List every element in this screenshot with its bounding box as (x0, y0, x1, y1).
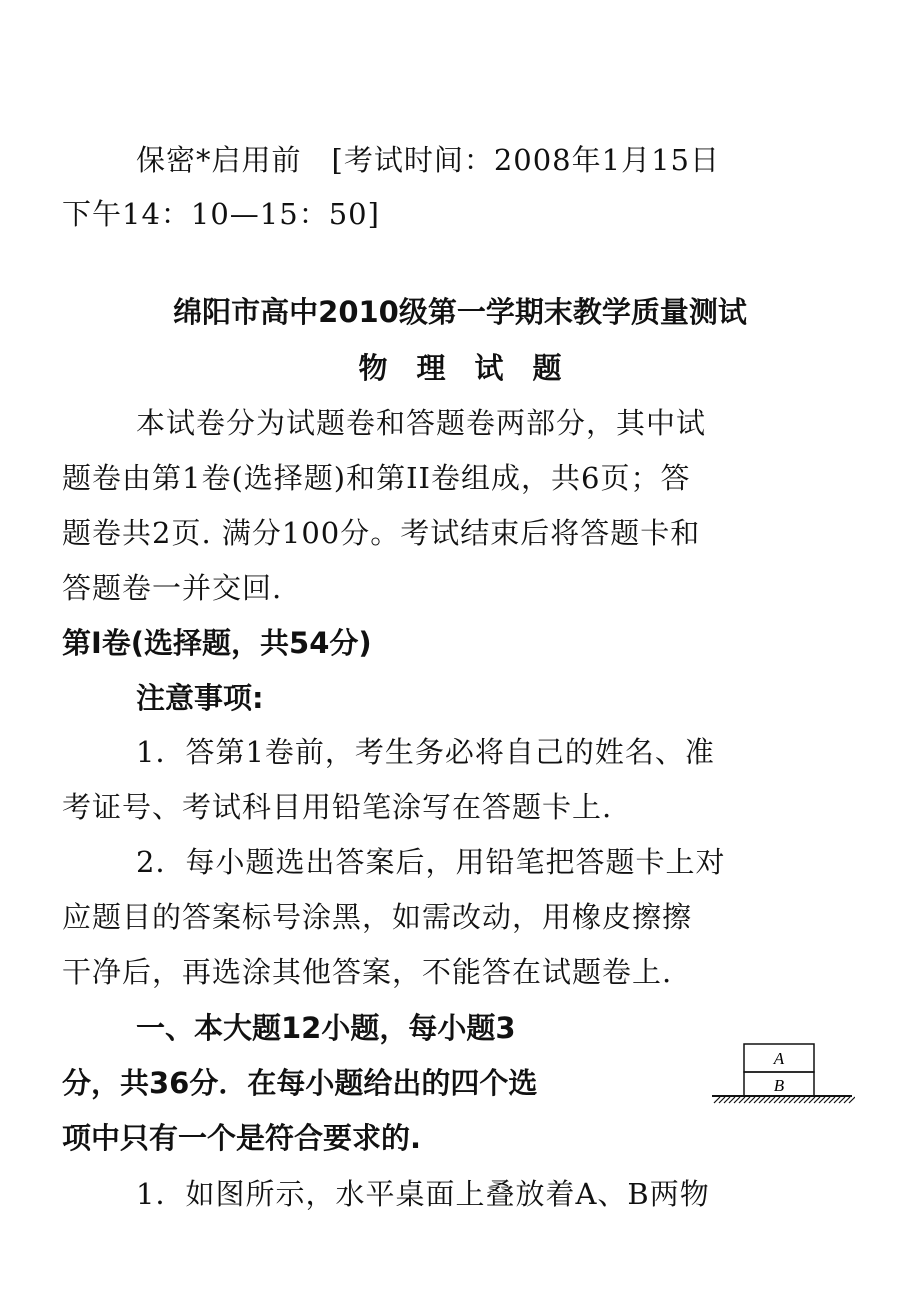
intro-line: 题卷由第1卷(选择题)和第II卷组成，共6页；答 (62, 461, 691, 495)
intro-line: 本试卷分为试题卷和答题卷两部分，其中试 (136, 406, 707, 440)
notice-title: 注意事项: (136, 681, 264, 715)
intro-line: 答题卷一并交回. (62, 571, 283, 605)
part-heading-line: 分，共36分．在每小题给出的四个选 (62, 1066, 538, 1100)
block-a-label: A (773, 1049, 785, 1068)
subject-title: 物 理 试 题 (358, 351, 562, 385)
block-b-label: B (773, 1076, 785, 1095)
notice-item: 考证号、考试科目用铅笔涂写在答题卡上. (62, 790, 613, 824)
exam-title: 绵阳市高中2010级第一学期末教学质量测试 (173, 295, 747, 329)
part-heading-line: 一、本大题12小题，每小题3 (136, 1011, 516, 1045)
intro-line: 题卷共2页. 满分100分。考试结束后将答题卡和 (62, 516, 701, 550)
section-heading: 第I卷(选择题，共54分) (62, 626, 372, 660)
notice-item: 2．每小题选出答案后，用铅笔把答题卡上对 (136, 845, 726, 879)
notice-item: 1．答第1卷前，考生务必将自己的姓名、准 (136, 735, 715, 769)
stacked-blocks-figure (710, 1040, 855, 1110)
notice-item: 应题目的答案标号涂黑，如需改动，用橡皮擦擦 (62, 900, 693, 934)
notice-item: 干净后，再选涂其他答案，不能答在试题卷上. (62, 955, 673, 989)
confidential-header-line1: 保密*启用前 [考试时间：2008年1月15日 (136, 143, 720, 177)
confidential-header-line2: 下午14：10—15：50] (62, 197, 380, 231)
part-heading-line: 项中只有一个是符合要求的. (62, 1121, 422, 1155)
ground-hatching (714, 1097, 855, 1103)
question-1-text: 1．如图所示，水平桌面上叠放着A、B两物 (136, 1177, 710, 1211)
